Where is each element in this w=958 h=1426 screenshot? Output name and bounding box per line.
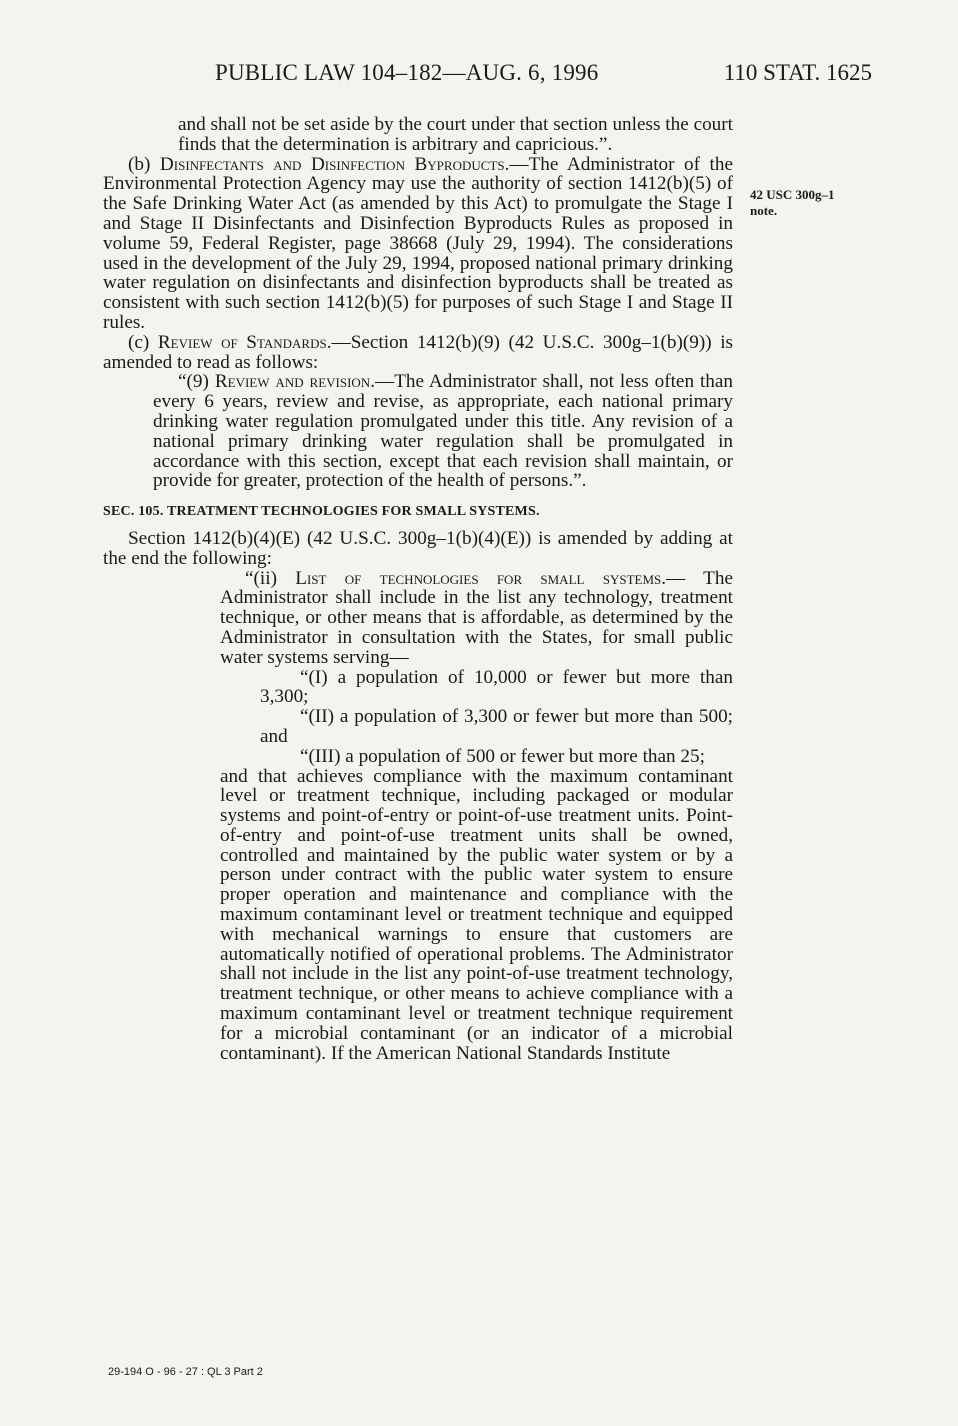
subclause-iii: “(III) a population of 500 or fewer but more than 25; [300,745,705,767]
clause-ii-heading: List of technologies for small systems. [295,567,667,589]
clause-ii-body: — The Administrator shall include in the list any technology, treatment technique, or other means that is affordable, as determined by the Administrator in consultation with the States, for small public water systems serving— [220,567,733,668]
clause-ii-closing: and that achieves compliance with the maximum contaminant level or treatment technique, including packaged or modular systems and point-of-entry or point-of-use treatment units. Point-of-entry and point-of-use treatment units shall be owned, controlled and maintained by the public water system or by a person under contract with the public water system to ensure proper operation and maintenance and compliance with the maximum contaminant level or treatment technique and equipped with mechanical warnings to ensure that customers are automatically notified of operational problems. The Administrator shall not include in the list any point-of-use treatment technology, treatment technique, or other means to achieve compliance with a maximum contaminant level or treatment technique requirement for a microbial contaminant (or an indicator of a microbial contaminant). If the American National Standards Institute [220,765,733,1064]
paragraph-9-label: “(9) [178,371,215,393]
page-footer: 29-194 O - 96 - 27 : QL 3 Part 2 [108,1366,263,1378]
margin-note-citation: 42 USC 300g–1 [750,187,835,202]
subsection-c-label: (c) [128,331,158,353]
subclause-list [220,668,733,767]
subsection-b-body: —The Administrator of the Environmental Protection Agency may use the authority of section 1412(b)(5) of the Safe Drinking Water Act (as amended by this Act) to promulgate the Stage I and Stage II Disinfectants and Disinfection Byproducts Rules as proposed in volume 59, Federal Register, page 38668 (July 29, 1994). The considerations used in the development of the July 29, 1994, proposed national primary drinking water regulation on disinfectants and disinfection byproducts shall be treated as consistent with such section 1412(b)(5) for purposes of such Stage I and Stage II rules. [103,153,733,333]
subsection-c-body: —Section 1412(b)(9) (42 U.S.C. 300g–1(b)(9)) is amended to read as follows: [103,331,734,373]
paragraph-continuation: and shall not be set aside by the court under that section unless the court finds that the determination is arbitrary and capricious.”. [178,114,733,155]
subsection-b [103,155,733,333]
subsection-b-label: (b) [128,153,160,175]
quoted-paragraph-9 [103,372,733,491]
body-text [103,115,733,1063]
section-105-intro: Section 1412(b)(4)(E) (42 U.S.C. 300g–1(b)(4)(E)) is amended by adding at the end the following: [103,527,733,569]
margin-note-suffix: note. [750,203,778,218]
clause-ii-label: “(ii) [245,567,296,589]
subsection-b-heading: Disinfectants and Disinfection Byproducts. [159,153,510,175]
subclause-ii: “(II) a population of 3,300 or fewer but more than 500; and [260,706,733,747]
quoted-clause-ii [103,569,733,1064]
margin-note [750,187,880,219]
continued-block [103,115,733,155]
section-105-heading: SEC. 105. TREATMENT TECHNOLOGIES FOR SMALL SYSTEMS. [103,504,540,520]
subsection-c [103,333,733,373]
subsection-c-heading: Review of Standards. [157,331,332,353]
page-header-stat: 110 STAT. 1625 [723,60,872,85]
subclause-i: “(I) a population of 10,000 or fewer but more than 3,300; [260,666,733,708]
page-header-law: PUBLIC LAW 104–182—AUG. 6, 1996 [215,60,599,85]
paragraph-9-body: —The Administrator shall, not less often than every 6 years, review and revise, as appropriate, each national primary drinking water regulation promulgated under this title. Any revision of a national primary drinking water regulation shall be promulgated in accordance with this section, except that each revision shall maintain, or provide for greater, protection of the health of persons.”. [153,371,734,492]
paragraph-9-heading: Review and revision. [214,371,375,393]
